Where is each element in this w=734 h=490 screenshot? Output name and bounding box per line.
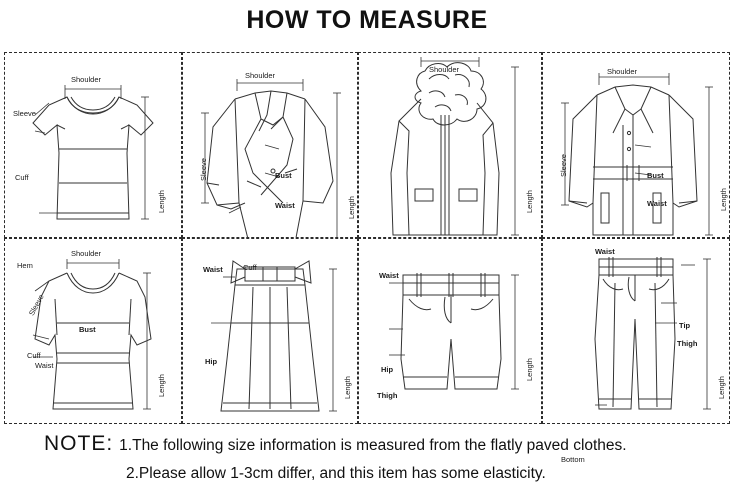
label-length: Length [343, 376, 352, 399]
label-length: Length [719, 188, 728, 211]
label-shoulder: Shoulder [71, 75, 102, 84]
note-text-2: 2.Please allow 1-3cm differ, and this item has some elasticity. [126, 465, 546, 482]
cell-trench-coat [542, 52, 730, 238]
label-cuff: Cuff [27, 351, 41, 360]
cell-skirt [182, 238, 358, 424]
label-length: Length [525, 190, 534, 213]
label-bust: Bust [275, 171, 292, 180]
label-shoulder: Shoulder [245, 71, 276, 80]
cell-tshirt [4, 52, 182, 270]
label-waist: Waist [275, 201, 295, 210]
page-title: HOW TO MEASURE [246, 6, 488, 34]
label-shoulder: Shoulder [71, 249, 102, 258]
cell-dress [4, 238, 182, 424]
label-length: Length [525, 358, 534, 381]
label-hip: Hip [381, 365, 394, 374]
label-tip: Tip [679, 321, 691, 330]
label-length: Length [157, 374, 166, 397]
cell-fur-coat [358, 52, 542, 238]
label-length: Length [717, 376, 726, 399]
cell-pants [542, 238, 730, 464]
note-label: NOTE: [44, 432, 114, 455]
label-sleeve: Sleeve [13, 109, 36, 118]
label-waist: Waist [595, 247, 615, 256]
label-cuff: Cuff [15, 173, 29, 182]
label-sleeve: Sleeve [559, 154, 568, 177]
note-row-1 [0, 432, 734, 456]
label-shoulder: Shoulder [429, 65, 460, 74]
label-thigh: Thigh [677, 339, 698, 348]
label-waist: Waist [35, 361, 54, 370]
label-waist: Waist [203, 265, 223, 274]
label-waist: Waist [379, 271, 399, 280]
note-text-1: 1.The following size information is measured from the flatly paved clothes. [119, 437, 627, 454]
label-cuff: Cuff [243, 263, 257, 272]
label-bottom: Bottom [561, 455, 585, 464]
cell-blazer [182, 52, 358, 272]
label-hem: Hem [17, 261, 33, 270]
notes-section [0, 432, 734, 483]
label-length: Length [347, 196, 356, 219]
label-waist: Waist [647, 199, 667, 208]
label-thigh: Thigh [377, 391, 398, 400]
cell-shorts [358, 238, 542, 424]
label-sleeve: Sleeve [27, 292, 46, 318]
label-bust: Bust [79, 325, 96, 334]
label-length: Length [157, 190, 166, 213]
label-bust: Bust [647, 171, 664, 180]
label-sleeve: Sleeve [199, 158, 208, 181]
label-hip: Hip [205, 357, 218, 366]
label-shoulder: Shoulder [607, 67, 638, 76]
